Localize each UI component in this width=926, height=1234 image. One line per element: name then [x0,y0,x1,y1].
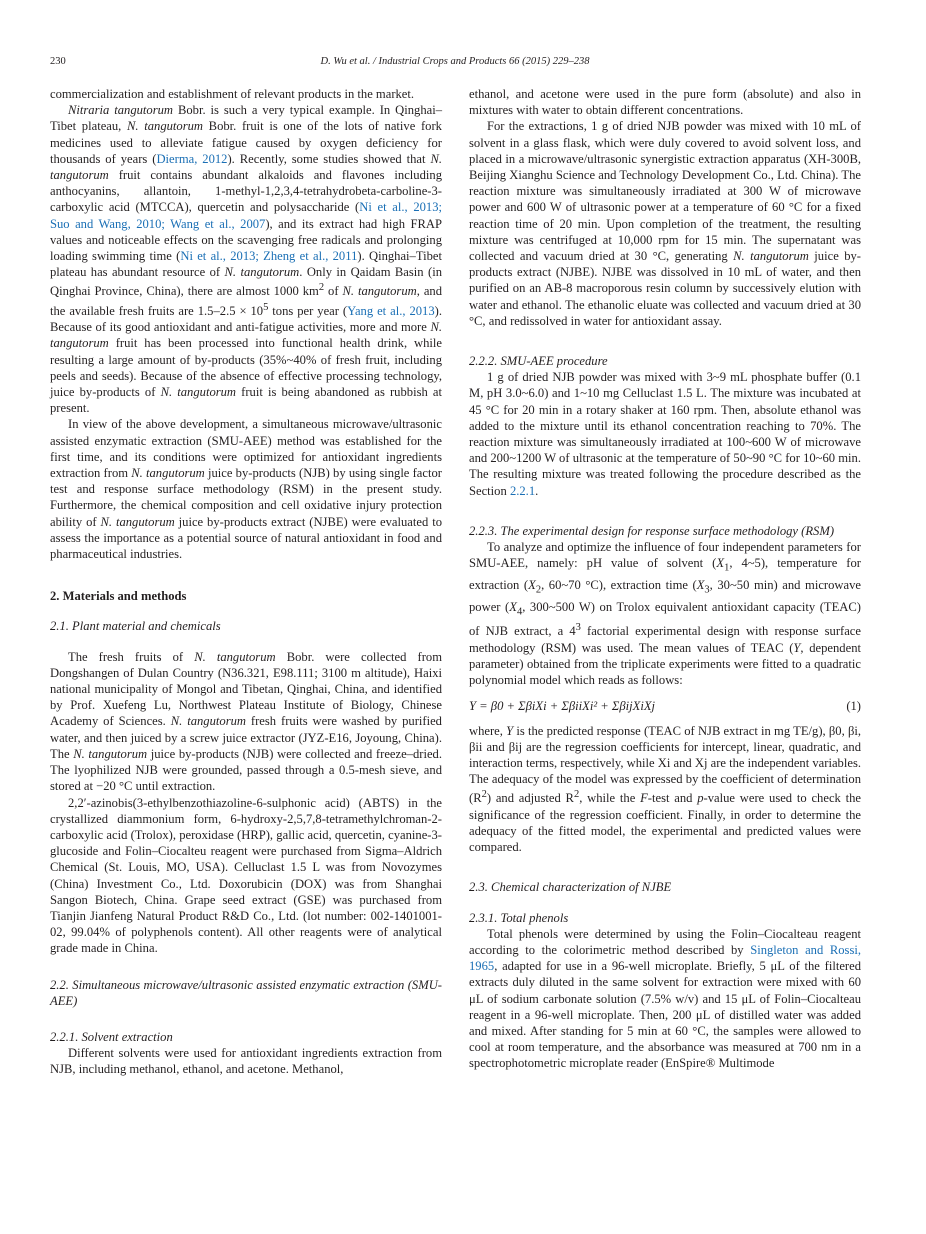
page-number: 230 [50,56,66,67]
subsection-heading-solvent-extraction: 2.2.1. Solvent extraction [50,1029,173,1044]
left-column [50,86,442,1078]
paragraph-nitraria-intro: Nitraria tangutorum Bobr. is such a very typical example. In Qinghai–Tibet plateau, N. tangutorum Bobr. fruit is one of the lots of native fork medicines used to alleviate fatigue caused by oxygen deficiency for thousands of years (Dierma, 2012). Recently, some studies showed that N. tangutorum fruit contains abundant alkaloids and flavones including anthocyanins, allantoin, 1-methyl-1,2,3,4-tetrahydrobeta-carboline-3-carboxylic acid (MTCCA), quercetin and polysaccharide (Ni et al., 2013; Suo and Wang, 2010; Wang et al., 2007), and its extract had high FRAP values and noticeable effects on the scavenging free radicals and prolonging loading swimming time (Ni et al., 2013; Zheng et al., 2011). Qinghai–Tibet plateau has abundant resource of N. tangutorum. Only in Qaidam Basin (in Qinghai Province, China), there are almost 1000 $km^2$ of N. tangutorum, and the available fresh fruits are $1.5-2.5 \times 10^5$ tons per year (Yang et al., 2013). Because of its good antioxidant and anti-fatigue activities, more and more N. tangutorum fruit has been processed into functional health drink, while resulting a large amount of by-products (35%~40% of fresh fruit, including peels and seeds). Because of the absence of effective processing technology, juice by-products of N. tangutorum fruit is being abandoned as rubbish at present. [50,103,443,416]
citation-link[interactable]: Dierma, 2012 [156,151,228,166]
paragraph-chemicals: 2,2′-azinobis(3-ethylbenzothiazoline-6-sulphonic acid) (ABTS) in the crystallized diammonium form, 6-hydroxy-2,5,7,8-tetramethylchroman-2-carboxylic acid (Trolox), peroxidase (HRP), gallic acid, quercetin, cyanine-3-glucoside and Folin–Ciocalteu reagent were purchased from Sigma–Aldrich Chemical (St. Louis, MO, USA). Celluclast 1.5 L was from Novozymes (China) Investment Co., Ltd. Doxorubicin (DOX) was from Shanghai Sangon Biotech, China. Grape seed extract (GSE) was purchased from Tianjin Jianfeng Natural Product R&D Co., Ltd. (lot number: 002-1401001-02, 99.04% of polyphenols content). All other reagents were of analytical grade made in China. [50,795,442,956]
equation-body: Y = β0 + ΣβiXi + ΣβiiXi² + ΣβijXiXj [469,699,656,714]
paragraph-study-aim: In view of the above development, a simultaneous microwave/ultrasonic assisted enzymatic extraction (SMU-AEE) method was established for the first time, and its conditions were optimized for antioxidant ingredients extraction from N. tangutorum juice by-products (NJB) by using single factor test and response surface methodology (RSM) in the present study. Furthermore, the chemical composition and cell oxidative injury protection ability of N. tangutorum juice by-products extract (NJBE) were evaluated to assess the importance as a potential source of natural antioxidant in food and pharmaceutical industries. [50,417,442,562]
running-title: D. Wu et al. / Industrial Crops and Products 66 (2015) 229–238 [320,56,590,67]
citation-link[interactable]: Singleton and Rossi, 1965 [469,943,861,974]
paragraph-solvent-extraction: Different solvents were used for antioxidant ingredients extraction from NJB, including methanol, ethanol, and acetone. Methanol, [50,1046,442,1077]
paragraph-plant-collection: The fresh fruits of N. tangutorum Bobr. were collected from Dongshangen of Dulan Country (N36.321, E98.111; 3100 m altitude), Haixi national municipality of Mongol and Tibetan, Qinghai, China, and identified by Prof. Xuefeng Lu, Northwest Plateau Institute of Biology, Chinese Academy of Sciences. N. tangutorum fresh fruits were washed by purified water, and then juiced by a screw juice extractor (JYZ-E16, Joyoung, China). The N. tangutorum juice by-products (NJB) were collected and freeze–dried. The lyophilized NJB were grounded, passed through a 0.5-mesh sieve, and stored at −20 °C until extraction. [50,649,442,794]
right-column [469,86,861,1072]
subsection-heading-total-phenols: 2.3.1. Total phenols [469,910,569,925]
section-link[interactable]: 2.2.1 [509,483,536,498]
subsection-heading-rsm-design: 2.2.3. The experimental design for response surface methodology (RSM) [469,523,835,538]
citation-link[interactable]: Yang et al., 2013 [347,304,435,319]
citation-link[interactable]: Ni et al., 2013; Suo and Wang, 2010; Wang et al., 2007 [50,200,443,231]
equation-number: (1) [846,699,861,714]
paragraph-continued: commercialization and establishment of relevant products in the market. [50,87,415,101]
paragraph-extraction-procedure: For the extractions, 1 g of dried NJB powder was mixed with 10 mL of solvent in a glass flask, which were duly covered to avoid solvent loss, and placed in a microwave/ultrasonic synergistic extraction apparatus (XH-300B, Beijing Xianghu Science and Technology Development Co., Ltd. China). The reaction mixture was simultaneously irradiated at 300 W of microwave power and 600 W of ultrasonic power at a temperature of 60 °C for a fixed reaction time of 20 min. Upon completion of the treatment, the resulting mixture was centrifuged at 10,000 rpm for 15 min. The supernatant was collected and vacuum dried at 30 °C, generating N. tangutorum juice by-products extract (NJBE). NJBE was dissolved in 10 mL of water, and then purified on an AB-8 macroporous resin column by successively elution with water and ethanol. The ethanolic eluate was collected and vacuum dried at 30 °C, and redissolved in water for antioxidant assay. [469,119,861,328]
subsection-heading-smu-aee: 2.2. Simultaneous microwave/ultrasonic assisted enzymatic extraction (SMU-AEE) [50,977,442,1008]
citation-link[interactable]: Ni et al., 2013; Zheng et al., 2011 [180,249,358,264]
subsection-heading-chemical-characterization: 2.3. Chemical characterization of NJBE [469,880,672,895]
paragraph-rsm-design: To analyze and optimize the influence of four independent parameters for SMU-AEE, namely: pH value of solvent ($X_1$, 4~5), temperature for extraction ($X_2$, 60~70 °C), extraction time ($X_3$, 30~50 min) and microwave power ($X_4$, 300~500 W) on Trolox equivalent antioxidant capacity (TEAC) of NJB extract, a $4^3$ factorial experimental design with response surface methodology (RSM) was used. The mean values of TEAC (Y, dependent parameter) obtained from the triplicate experiments were fitted to a quadratic polynomial model which reads as follows: [469,540,861,688]
paragraph-continued: ethanol, and acetone were used in the pure form (absolute) and also in mixtures with water to obtain different concentrations. [469,87,861,118]
paragraph-equation-explanation: where, Y is the predicted response (TEAC of NJB extract in mg TE/g), β0, βi, βii and βij are the regression coefficients for intercept, linear, quadratic, and interaction terms, respectively, while Xi and Xj are the independent variables. The adequacy of the model was expressed by the coefficient of determination $(R^2)$ and adjusted $R^2$, while the F-test and p-value were used to check the significance of the regression coefficient. Finally, in order to determine the adequacy of the fitted model, the experimental and predicted values were compared. [469,723,861,855]
section-heading-methods: 2. Materials and methods [50,589,187,604]
paragraph-smu-aee-procedure: 1 g of dried NJB powder was mixed with 3~9 mL phosphate buffer (0.1 M, pH 3.0~6.0) and 1~10 mg Celluclast 1.5 L. The mixture was incubated at 45 °C for 20 min in a rotary shaker at 160 rpm. Then, absolute ethanol was added to the mixture until its ethanol concentration reaching to 70%. The reaction mixture was simultaneously irradiated at 100~600 W of microwave and 200~1200 W of ultrasonic at the temperature of 50~90 °C for 10~60 min. The resulting mixture was treated following the procedure described as the Section 2.2.1. [469,370,861,498]
subsection-heading-smu-aee-procedure: 2.2.2. SMU-AEE procedure [469,354,608,369]
subsection-heading-plant-material: 2.1. Plant material and chemicals [50,619,221,634]
equation-1 [469,698,861,714]
paragraph-total-phenols: Total phenols were determined by using the Folin–Ciocalteau reagent according to the colorimetric method described by Singleton and Rossi, 1965, adapted for use in a 96-well microplate. Briefly, 5 μL of the filtered extracts duly diluted in the same solvent for extraction were mixed with 60 μL of sodium carbonate solution (7.5% w/v) and 15 μL of Folin–Ciocalteau reagent in a 96-well microplate. Then, 200 μL of distilled water was added and mixed. After standing for 5 min at 60 °C, the samples were allowed to cool at room temperature, and the absorbance was measured at 700 nm in a spectrophotometric microplate reader (EnSpire® Multimode [469,926,861,1071]
